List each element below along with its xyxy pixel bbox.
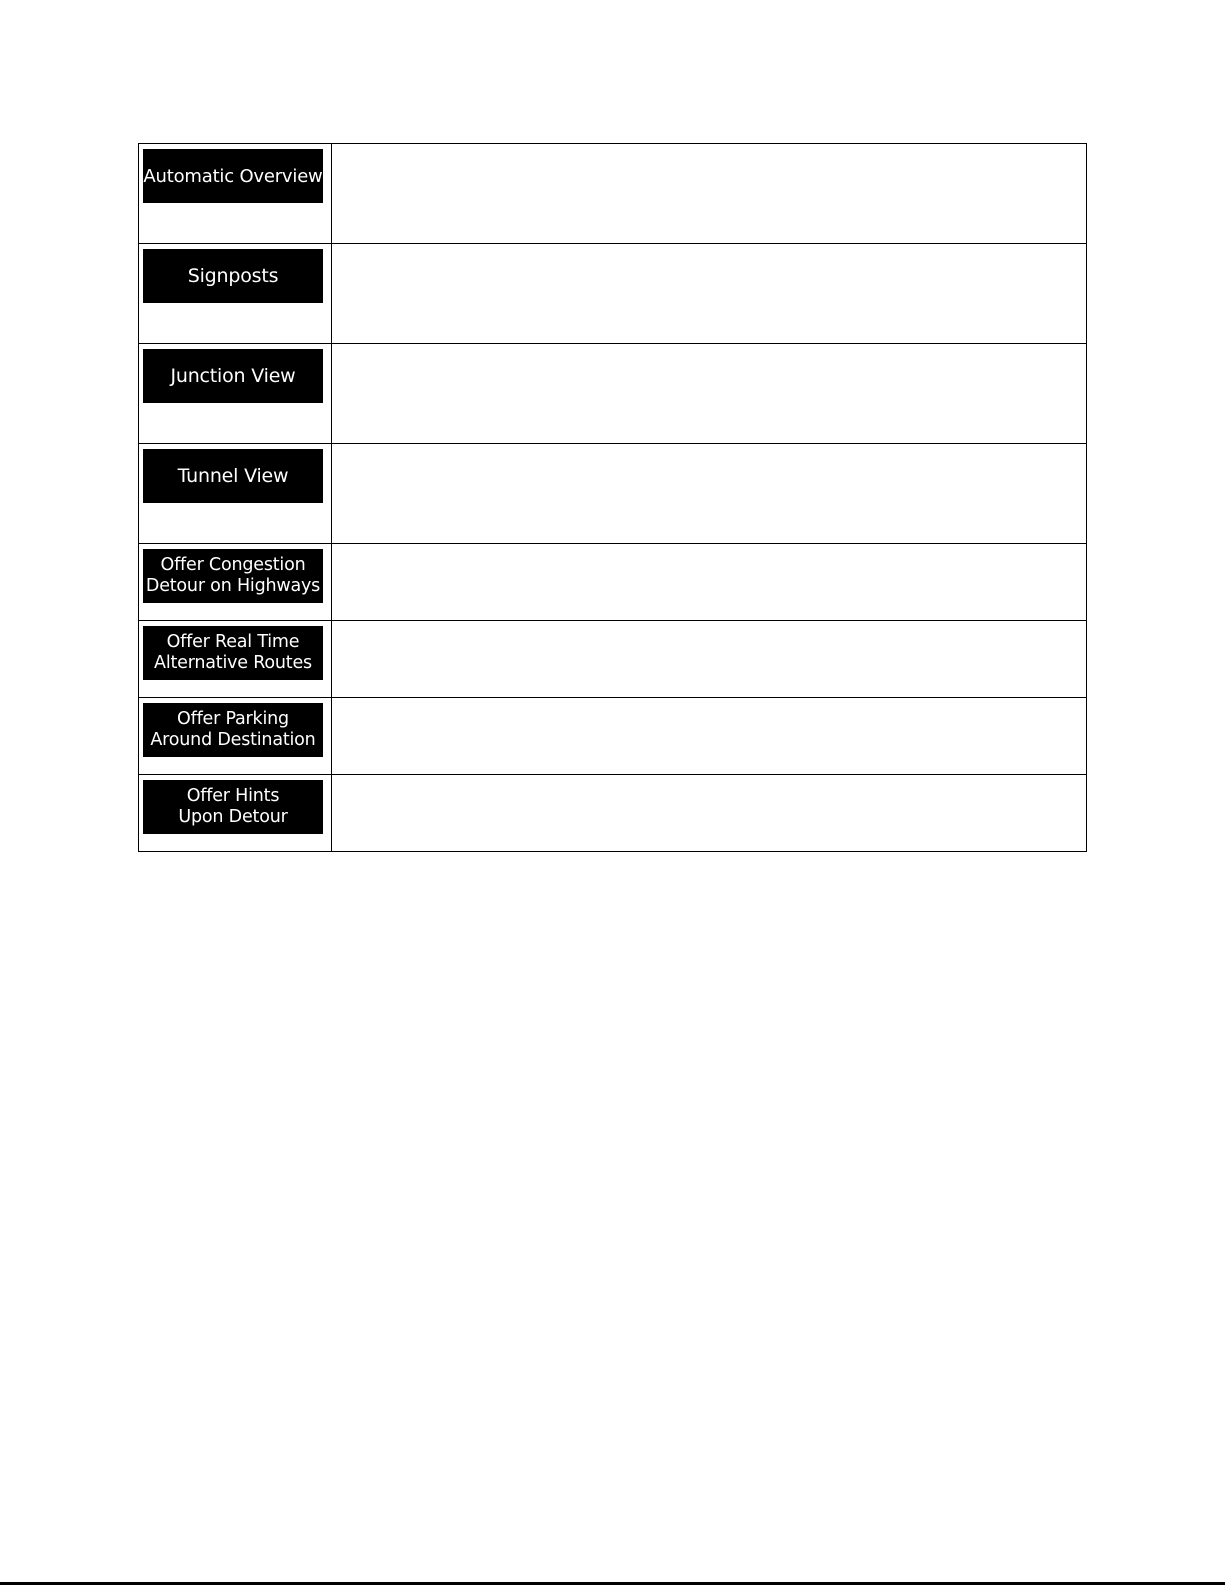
description-cell: [332, 621, 1087, 698]
label-cell: [139, 144, 332, 244]
label-cell: [139, 621, 332, 698]
settings-table: [138, 143, 1087, 852]
label-cell: [139, 775, 332, 852]
table-row: [139, 344, 1087, 444]
tunnel-view-button[interactable]: Tunnel View: [143, 449, 323, 503]
table-row: [139, 698, 1087, 775]
label-cell: [139, 444, 332, 544]
table-row: [139, 444, 1087, 544]
description-cell: [332, 698, 1087, 775]
label-cell: [139, 544, 332, 621]
automatic-overview-button[interactable]: Automatic Overview: [143, 149, 323, 203]
junction-view-button[interactable]: Junction View: [143, 349, 323, 403]
offer-hints-upon-detour-button[interactable]: Offer Hints Upon Detour: [143, 780, 323, 834]
description-cell: [332, 244, 1087, 344]
description-cell: [332, 544, 1087, 621]
offer-parking-around-destination-button[interactable]: Offer Parking Around Destination: [143, 703, 323, 757]
description-cell: [332, 444, 1087, 544]
table-row: [139, 244, 1087, 344]
table-row: [139, 144, 1087, 244]
description-cell: [332, 775, 1087, 852]
table-row: [139, 621, 1087, 698]
label-cell: [139, 244, 332, 344]
signposts-button[interactable]: Signposts: [143, 249, 323, 303]
offer-real-time-alternative-routes-button[interactable]: Offer Real Time Alternative Routes: [143, 626, 323, 680]
label-cell: [139, 698, 332, 775]
label-cell: [139, 344, 332, 444]
table-row: [139, 775, 1087, 852]
table-row: [139, 544, 1087, 621]
description-cell: [332, 144, 1087, 244]
offer-congestion-detour-button[interactable]: Offer Congestion Detour on Highways: [143, 549, 323, 603]
description-cell: [332, 344, 1087, 444]
